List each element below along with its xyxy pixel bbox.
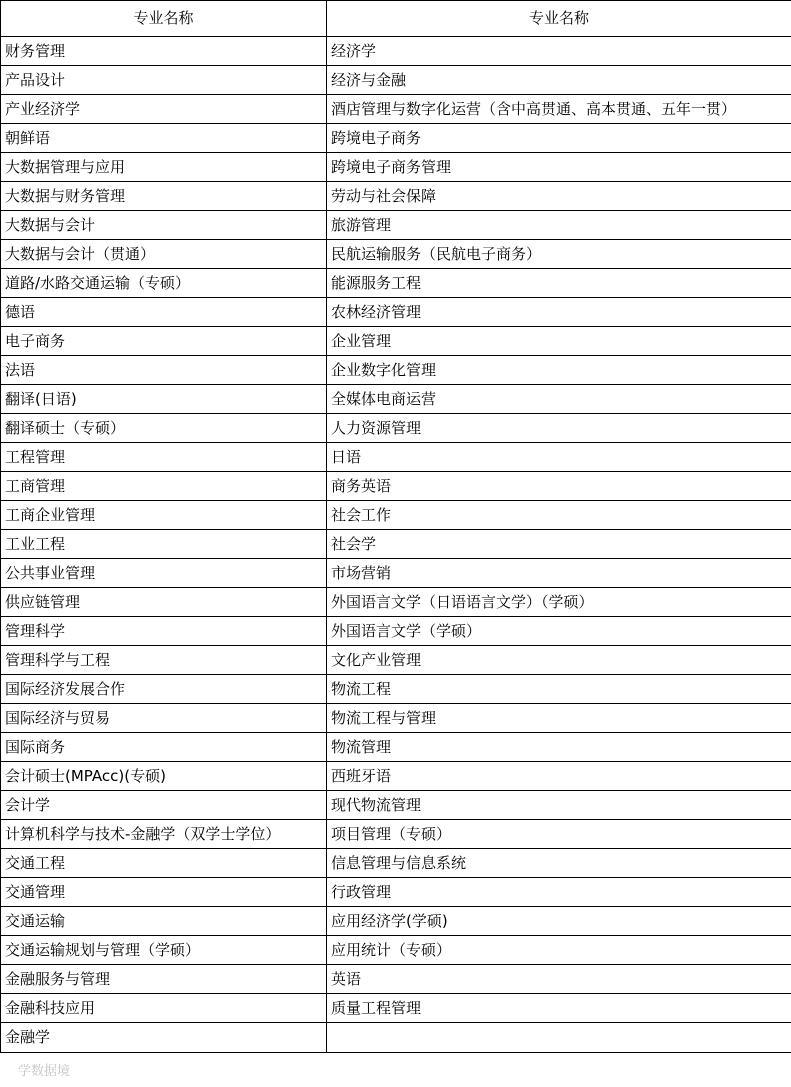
major-name-left: 会计硕士(MPAcc)(专硕) [1,762,327,791]
major-name-left: 供应链管理 [1,588,327,617]
major-name-left: 管理科学 [1,617,327,646]
table-row [1,762,791,791]
major-name-right: 企业数字化管理 [327,356,791,385]
major-name-right: 跨境电子商务管理 [327,153,791,182]
major-name-left: 工商企业管理 [1,501,327,530]
table-row [1,327,791,356]
major-name-right: 劳动与社会保障 [327,182,791,211]
major-name-right: 外国语言文学（学硕） [327,617,791,646]
table-row [1,849,791,878]
table-row [1,95,791,124]
major-name-right: 跨境电子商务 [327,124,791,153]
major-name-right: 英语 [327,965,791,994]
major-name-left: 交通运输规划与管理（学硕） [1,936,327,965]
major-name-left: 计算机科学与技术-金融学（双学士学位） [1,820,327,849]
header-row [1,1,791,37]
major-name-right: 经济学 [327,37,791,66]
major-name-left: 金融学 [1,1023,327,1053]
major-name-right: 物流管理 [327,733,791,762]
major-name-left: 产业经济学 [1,95,327,124]
major-name-left: 国际经济与贸易 [1,704,327,733]
major-name-left: 产品设计 [1,66,327,95]
major-name-left: 国际经济发展合作 [1,675,327,704]
major-name-left: 国际商务 [1,733,327,762]
table-row [1,530,791,559]
major-name-right: 西班牙语 [327,762,791,791]
major-name-right: 物流工程 [327,675,791,704]
major-name-right: 社会工作 [327,501,791,530]
column-header-left: 专业名称 [1,1,327,37]
major-name-left: 财务管理 [1,37,327,66]
table-row [1,559,791,588]
table-row [1,211,791,240]
major-name-right: 商务英语 [327,472,791,501]
major-name-left: 法语 [1,356,327,385]
table-row [1,791,791,820]
major-name-left: 交通管理 [1,878,327,907]
major-name-right: 旅游管理 [327,211,791,240]
table-row [1,588,791,617]
table-row [1,965,791,994]
major-name-left: 金融服务与管理 [1,965,327,994]
table-row [1,66,791,95]
table-row [1,617,791,646]
major-name-left: 翻译硕士（专硕） [1,414,327,443]
major-name-right: 全媒体电商运营 [327,385,791,414]
major-name-left: 工业工程 [1,530,327,559]
major-name-left: 管理科学与工程 [1,646,327,675]
major-name-left: 公共事业管理 [1,559,327,588]
table-row [1,356,791,385]
major-name-left: 翻译(日语) [1,385,327,414]
major-name-left: 金融科技应用 [1,994,327,1023]
major-name-right: 物流工程与管理 [327,704,791,733]
table-row [1,182,791,211]
major-name-right: 经济与金融 [327,66,791,95]
table-row [1,501,791,530]
major-name-left: 大数据与会计（贯通） [1,240,327,269]
table-row [1,994,791,1023]
major-name-right: 应用经济学(学硕) [327,907,791,936]
major-name-right: 能源服务工程 [327,269,791,298]
major-name-left: 道路/水路交通运输（专硕） [1,269,327,298]
table-row [1,269,791,298]
major-name-left: 朝鲜语 [1,124,327,153]
table-row [1,733,791,762]
major-name-right: 行政管理 [327,878,791,907]
major-name-left: 会计学 [1,791,327,820]
major-name-right: 企业管理 [327,327,791,356]
table-row [1,153,791,182]
table-row [1,124,791,153]
table-row [1,443,791,472]
major-name-right: 酒店管理与数字化运营（含中高贯通、高本贯通、五年一贯） [327,95,791,124]
table-row [1,907,791,936]
table-row [1,385,791,414]
major-name-left: 交通工程 [1,849,327,878]
major-name-left: 交通运输 [1,907,327,936]
major-name-left: 工商管理 [1,472,327,501]
major-name-left: 工程管理 [1,443,327,472]
major-name-right: 农林经济管理 [327,298,791,327]
major-name-left: 大数据与会计 [1,211,327,240]
major-name-left: 大数据管理与应用 [1,153,327,182]
major-name-right: 日语 [327,443,791,472]
table-row [1,472,791,501]
major-name-right: 市场营销 [327,559,791,588]
table-row [1,646,791,675]
major-name-right: 文化产业管理 [327,646,791,675]
major-name-right: 社会学 [327,530,791,559]
major-name-left: 大数据与财务管理 [1,182,327,211]
table-row [1,704,791,733]
column-header-right: 专业名称 [327,1,791,37]
table-row [1,675,791,704]
major-name-right: 民航运输服务（民航电子商务） [327,240,791,269]
table-row [1,414,791,443]
table-row [1,878,791,907]
watermark: 学数据境 [18,1064,71,1079]
major-name-right: 信息管理与信息系统 [327,849,791,878]
table-row [1,298,791,327]
table-body [1,37,791,1053]
major-name-right: 质量工程管理 [327,994,791,1023]
major-name-right: 项目管理（专硕） [327,820,791,849]
major-name-right [327,1023,791,1053]
major-name-left: 电子商务 [1,327,327,356]
major-name-right: 外国语言文学（日语语言文学）（学硕） [327,588,791,617]
table-row [1,820,791,849]
major-name-right: 人力资源管理 [327,414,791,443]
table-row [1,1023,791,1053]
table-row [1,936,791,965]
major-name-right: 应用统计（专硕） [327,936,791,965]
major-name-left: 德语 [1,298,327,327]
major-name-right: 现代物流管理 [327,791,791,820]
table-row [1,37,791,66]
table-row [1,240,791,269]
